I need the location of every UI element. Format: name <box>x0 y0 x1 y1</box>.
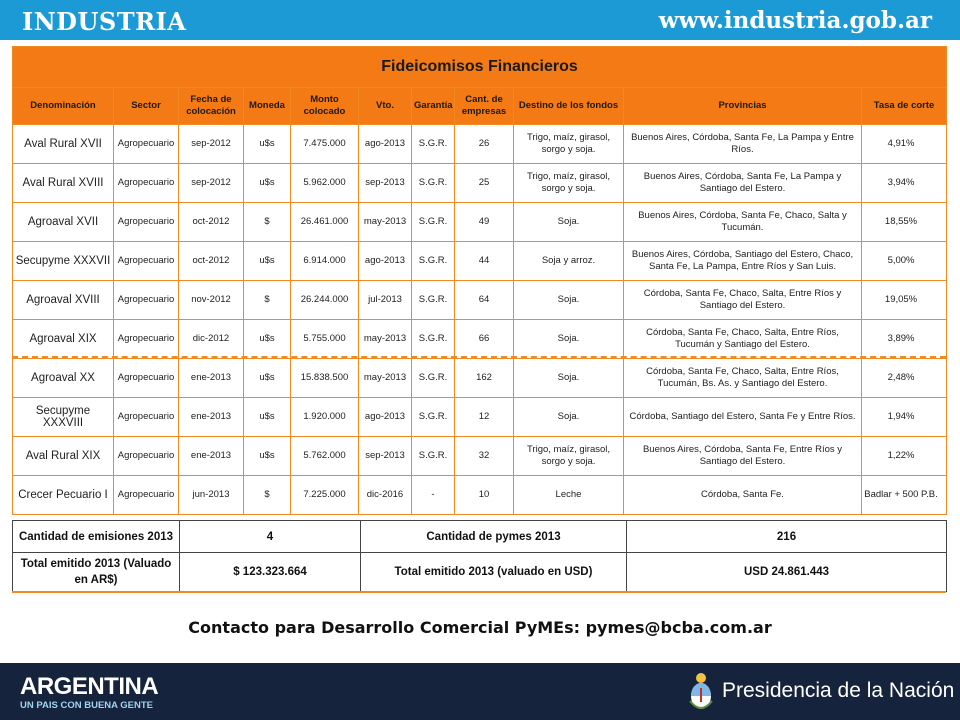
monto-cell: 15.838.500 <box>291 359 359 398</box>
emisiones-label: Cantidad de emisiones 2013 <box>13 521 180 553</box>
sector-cell: Agropecuario <box>114 281 179 320</box>
denominacion-cell: Agroaval XVIII <box>13 281 114 320</box>
empresas-cell: 162 <box>455 359 514 398</box>
table-body <box>13 125 947 515</box>
monto-cell: 5.762.000 <box>291 437 359 476</box>
destino-cell: Soja y arroz. <box>514 242 624 281</box>
tasa-cell: 3,89% <box>862 320 947 359</box>
vto-cell: sep-2013 <box>359 164 412 203</box>
table-row <box>13 203 947 242</box>
total-usd-label: Total emitido 2013 (valuado en USD) <box>361 553 627 592</box>
sector-cell: Agropecuario <box>114 320 179 359</box>
column-header: Tasa de corte <box>862 88 947 125</box>
argentina-wordmark: ARGENTINA <box>20 673 159 700</box>
sector-cell: Agropecuario <box>114 242 179 281</box>
moneda-cell: u$s <box>244 359 291 398</box>
monto-cell: 6.914.000 <box>291 242 359 281</box>
table-header-row <box>13 88 947 125</box>
national-coat-of-arms-icon <box>688 671 714 713</box>
tasa-cell: 2,48% <box>862 359 947 398</box>
monto-cell: 26.461.000 <box>291 203 359 242</box>
provincias-cell: Buenos Aires, Córdoba, Santa Fe, Entre Ríos y Santiago del Estero. <box>624 437 862 476</box>
tasa-cell: 5,00% <box>862 242 947 281</box>
tasa-cell: 3,94% <box>862 164 947 203</box>
fecha-cell: jun-2013 <box>179 476 244 515</box>
provincias-cell: Buenos Aires, Córdoba, Santiago del Estero, Chaco, Santa Fe, La Pampa, Entre Ríos y San Luis. <box>624 242 862 281</box>
destino-cell: Trigo, maíz, girasol, sorgo y soja. <box>514 125 624 164</box>
column-header: Vto. <box>359 88 412 125</box>
brand-title: INDUSTRIA <box>22 7 187 36</box>
column-header: Garantía <box>412 88 455 125</box>
vto-cell: may-2013 <box>359 203 412 242</box>
tasa-cell: 1,22% <box>862 437 947 476</box>
fecha-cell: ene-2013 <box>179 398 244 437</box>
denominacion-cell: Aval Rural XIX <box>13 437 114 476</box>
destino-cell: Soja. <box>514 398 624 437</box>
total-usd-value: USD 24.861.443 <box>627 553 947 592</box>
year-separator-line <box>12 356 946 358</box>
garantia-cell: S.G.R. <box>412 398 455 437</box>
monto-cell: 7.225.000 <box>291 476 359 515</box>
monto-cell: 7.475.000 <box>291 125 359 164</box>
website-url[interactable]: www.industria.gob.ar <box>658 7 932 34</box>
table-row <box>13 320 947 359</box>
provincias-cell: Córdoba, Santa Fe, Chaco, Salta, Entre Ríos y Santiago del Estero. <box>624 281 862 320</box>
fecha-cell: sep-2012 <box>179 164 244 203</box>
monto-cell: 5.962.000 <box>291 164 359 203</box>
tasa-cell: 1,94% <box>862 398 947 437</box>
denominacion-cell: Agroaval XX <box>13 359 114 398</box>
provincias-cell: Córdoba, Santa Fe, Chaco, Salta, Entre Ríos, Tucumán, Bs. As. y Santiago del Estero. <box>624 359 862 398</box>
fecha-cell: nov-2012 <box>179 281 244 320</box>
provincias-cell: Buenos Aires, Córdoba, Santa Fe, La Pampa y Entre Ríos. <box>624 125 862 164</box>
fecha-cell: oct-2012 <box>179 242 244 281</box>
moneda-cell: $ <box>244 281 291 320</box>
empresas-cell: 44 <box>455 242 514 281</box>
fecha-cell: sep-2012 <box>179 125 244 164</box>
empresas-cell: 49 <box>455 203 514 242</box>
sector-cell: Agropecuario <box>114 203 179 242</box>
total-ars-value: $ 123.323.664 <box>180 553 361 592</box>
table-row <box>13 398 947 437</box>
vto-cell: may-2013 <box>359 359 412 398</box>
pymes-value: 216 <box>627 521 947 553</box>
denominacion-cell: Aval Rural XVIII <box>13 164 114 203</box>
pymes-label: Cantidad de pymes 2013 <box>361 521 627 553</box>
footer-bar <box>0 663 960 720</box>
destino-cell: Trigo, maíz, girasol, sorgo y soja. <box>514 164 624 203</box>
presidencia-title: Presidencia de la Nación <box>722 679 955 702</box>
destino-cell: Soja. <box>514 281 624 320</box>
table-row <box>13 359 947 398</box>
column-header: Sector <box>114 88 179 125</box>
provincias-cell: Buenos Aires, Córdoba, Santa Fe, La Pampa y Santiago del Estero. <box>624 164 862 203</box>
column-header: Cant. de empresas <box>455 88 514 125</box>
monto-cell: 26.244.000 <box>291 281 359 320</box>
fecha-cell: ene-2013 <box>179 437 244 476</box>
moneda-cell: u$s <box>244 125 291 164</box>
summary-table <box>12 520 947 592</box>
table-row <box>13 437 947 476</box>
garantia-cell: S.G.R. <box>412 164 455 203</box>
argentina-tagline: UN PAIS CON BUENA GENTE <box>20 700 154 711</box>
vto-cell: jul-2013 <box>359 281 412 320</box>
garantia-cell: S.G.R. <box>412 320 455 359</box>
destino-cell: Soja. <box>514 320 624 359</box>
garantia-cell: S.G.R. <box>412 359 455 398</box>
contact-line: Contacto para Desarrollo Comercial PyMEs: pymes@bcba.com.ar <box>188 618 772 637</box>
table-title: Fideicomisos Financieros <box>13 47 947 88</box>
denominacion-cell: Secupyme XXXVIII <box>13 398 114 437</box>
moneda-cell: $ <box>244 203 291 242</box>
destino-cell: Leche <box>514 476 624 515</box>
vto-cell: ago-2013 <box>359 398 412 437</box>
garantia-cell: - <box>412 476 455 515</box>
table-row <box>13 125 947 164</box>
tasa-cell: Badlar + 500 P.B. <box>862 476 947 515</box>
fecha-cell: oct-2012 <box>179 203 244 242</box>
table-row <box>13 476 947 515</box>
header-bar <box>0 0 960 40</box>
provincias-cell: Córdoba, Santa Fe. <box>624 476 862 515</box>
sector-cell: Agropecuario <box>114 437 179 476</box>
vto-cell: sep-2013 <box>359 437 412 476</box>
empresas-cell: 10 <box>455 476 514 515</box>
denominacion-cell: Secupyme XXXVII <box>13 242 114 281</box>
empresas-cell: 64 <box>455 281 514 320</box>
column-header: Destino de los fondos <box>514 88 624 125</box>
total-ars-label: Total emitido 2013 (Valuado en AR$) <box>13 553 180 592</box>
fecha-cell: dic-2012 <box>179 320 244 359</box>
moneda-cell: $ <box>244 476 291 515</box>
denominacion-cell: Agroaval XVII <box>13 203 114 242</box>
table-row <box>13 164 947 203</box>
monto-cell: 1.920.000 <box>291 398 359 437</box>
garantia-cell: S.G.R. <box>412 203 455 242</box>
moneda-cell: u$s <box>244 242 291 281</box>
denominacion-cell: Crecer Pecuario I <box>13 476 114 515</box>
sector-cell: Agropecuario <box>114 164 179 203</box>
garantia-cell: S.G.R. <box>412 125 455 164</box>
sector-cell: Agropecuario <box>114 398 179 437</box>
sector-cell: Agropecuario <box>114 359 179 398</box>
fecha-cell: ene-2013 <box>179 359 244 398</box>
denominacion-cell: Aval Rural XVII <box>13 125 114 164</box>
destino-cell: Soja. <box>514 203 624 242</box>
moneda-cell: u$s <box>244 437 291 476</box>
argentina-logo <box>20 675 158 711</box>
vto-cell: ago-2013 <box>359 242 412 281</box>
empresas-cell: 26 <box>455 125 514 164</box>
column-header: Monto colocado <box>291 88 359 125</box>
garantia-cell: S.G.R. <box>412 281 455 320</box>
fideicomisos-table <box>12 46 947 515</box>
empresas-cell: 32 <box>455 437 514 476</box>
empresas-cell: 12 <box>455 398 514 437</box>
denominacion-cell: Agroaval XIX <box>13 320 114 359</box>
garantia-cell: S.G.R. <box>412 242 455 281</box>
column-header: Provincias <box>624 88 862 125</box>
provincias-cell: Córdoba, Santa Fe, Chaco, Salta, Entre Ríos, Tucumán y Santiago del Estero. <box>624 320 862 359</box>
monto-cell: 5.755.000 <box>291 320 359 359</box>
garantia-cell: S.G.R. <box>412 437 455 476</box>
moneda-cell: u$s <box>244 398 291 437</box>
destino-cell: Soja. <box>514 359 624 398</box>
sector-cell: Agropecuario <box>114 125 179 164</box>
table-row <box>13 242 947 281</box>
provincias-cell: Buenos Aires, Córdoba, Santa Fe, Chaco, Salta y Tucumán. <box>624 203 862 242</box>
emisiones-value: 4 <box>180 521 361 553</box>
sector-cell: Agropecuario <box>114 476 179 515</box>
vto-cell: may-2013 <box>359 320 412 359</box>
column-header: Fecha de colocación <box>179 88 244 125</box>
column-header: Denominación <box>13 88 114 125</box>
vto-cell: ago-2013 <box>359 125 412 164</box>
vto-cell: dic-2016 <box>359 476 412 515</box>
summary-underline <box>12 591 946 593</box>
tasa-cell: 18,55% <box>862 203 947 242</box>
empresas-cell: 25 <box>455 164 514 203</box>
moneda-cell: u$s <box>244 320 291 359</box>
tasa-cell: 19,05% <box>862 281 947 320</box>
moneda-cell: u$s <box>244 164 291 203</box>
empresas-cell: 66 <box>455 320 514 359</box>
column-header: Moneda <box>244 88 291 125</box>
provincias-cell: Córdoba, Santiago del Estero, Santa Fe y Entre Ríos. <box>624 398 862 437</box>
tasa-cell: 4,91% <box>862 125 947 164</box>
destino-cell: Trigo, maíz, girasol, sorgo y soja. <box>514 437 624 476</box>
table-row <box>13 281 947 320</box>
